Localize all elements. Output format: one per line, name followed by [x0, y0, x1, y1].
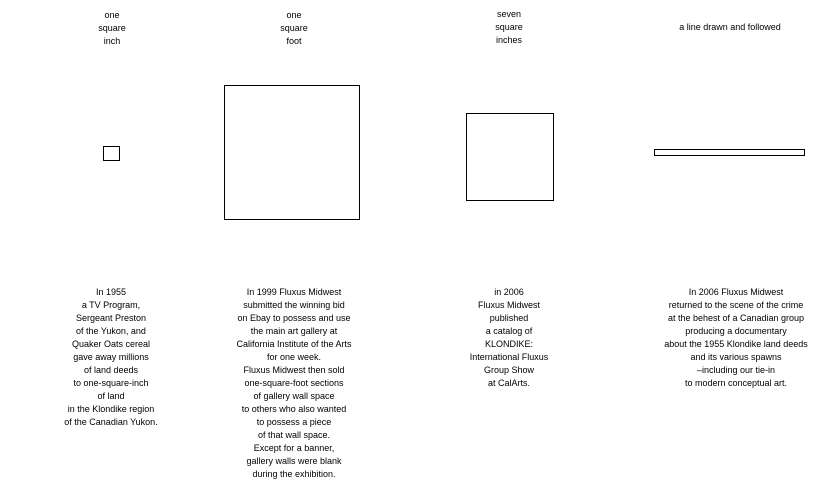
col-2-body-line: to possess a piece [256, 417, 332, 427]
one-square-foot-shape [224, 85, 360, 220]
col-2-title-line: one [286, 10, 302, 20]
col-3-body-line: International Fluxus [469, 352, 549, 362]
col-2-body-line: during the exhibition. [252, 469, 336, 479]
col-3-title [459, 8, 559, 47]
col-2-body-line: Fluxus Midwest then sold [243, 365, 345, 375]
col-2-body-line: for one week. [266, 352, 322, 362]
col-2-body-line: Except for a banner, [253, 443, 335, 453]
col-1-body-line: gave away millions [73, 352, 149, 362]
col-3-body [449, 286, 569, 390]
col-1-body-line: in the Klondike region [67, 404, 155, 414]
col-1-body-line: of land deeds [83, 365, 139, 375]
col-1-title-line: square [98, 23, 126, 33]
col-4-body-line: to modern conceptual art. [684, 378, 788, 388]
seven-square-inches-shape [466, 113, 554, 201]
col-1-body-line: a TV Program, [81, 300, 141, 310]
col-2-body-line: to others who also wanted [241, 404, 347, 414]
col-1-title [62, 9, 162, 48]
col-2-body-line: the main art gallery at [250, 326, 338, 336]
col-4-body-line: and its various spawns [690, 352, 782, 362]
col-4-body-line: In 2006 Fluxus Midwest [688, 287, 784, 297]
col-2-body-line: In 1999 Fluxus Midwest [246, 287, 342, 297]
col-4-body [645, 286, 827, 390]
col-4-body-line: about the 1955 Klondike land deeds [664, 339, 808, 349]
col-2-body-line: gallery walls were blank [246, 456, 342, 466]
col-3-body-line: at CalArts. [487, 378, 530, 388]
col-3-title-line: inches [495, 35, 522, 45]
col-4-title-line: a line drawn and followed [679, 22, 781, 32]
col-2-title-line: square [280, 23, 308, 33]
col-2-body-line: submitted the winning bid [243, 300, 345, 310]
col-1-body [41, 286, 181, 429]
col-2-title [244, 9, 344, 48]
col-2-body-line: on Ebay to possess and use [237, 313, 351, 323]
col-1-body-line: Sergeant Preston [75, 313, 147, 323]
col-1-title-line: inch [103, 36, 121, 46]
col-3-body-line: a catalog of [485, 326, 533, 336]
col-3-body-line: in 2006 [494, 287, 524, 297]
col-3-title-line: square [495, 22, 523, 32]
col-2-body-line: one-square-foot sections [244, 378, 344, 388]
col-3-title-line: seven [496, 9, 522, 19]
col-4-body-line: returned to the scene of the crime [668, 300, 804, 310]
col-3-body-line: Fluxus Midwest [477, 300, 540, 310]
col-1-body-line: Quaker Oats cereal [71, 339, 151, 349]
col-2-body [214, 286, 374, 481]
col-3-body-line: published [489, 313, 529, 323]
col-3-body-line: Group Show [483, 365, 535, 375]
col-4-body-line: producing a documentary [685, 326, 787, 336]
col-1-body-line: of the Yukon, and [76, 326, 146, 336]
col-1-body-line: of the Canadian Yukon. [64, 417, 158, 427]
col-2-body-line: California Institute of the Arts [236, 339, 352, 349]
col-1-body-line: In 1955 [95, 287, 127, 297]
col-1-body-line: of land [97, 391, 125, 401]
col-2-title-line: foot [286, 36, 302, 46]
line-drawn-shape [654, 149, 805, 156]
one-square-inch-shape [103, 146, 120, 161]
col-1-body-line: to one-square-inch [73, 378, 149, 388]
col-2-body-line: of gallery wall space [253, 391, 335, 401]
col-4-body-line: –including our tie-in [696, 365, 776, 375]
col-2-body-line: of that wall space. [257, 430, 331, 440]
col-3-body-line: KLONDIKE: [484, 339, 533, 349]
col-1-title-line: one [104, 10, 120, 20]
col-4-body-line: at the behest of a Canadian group [667, 313, 805, 323]
col-4-title [650, 21, 810, 34]
